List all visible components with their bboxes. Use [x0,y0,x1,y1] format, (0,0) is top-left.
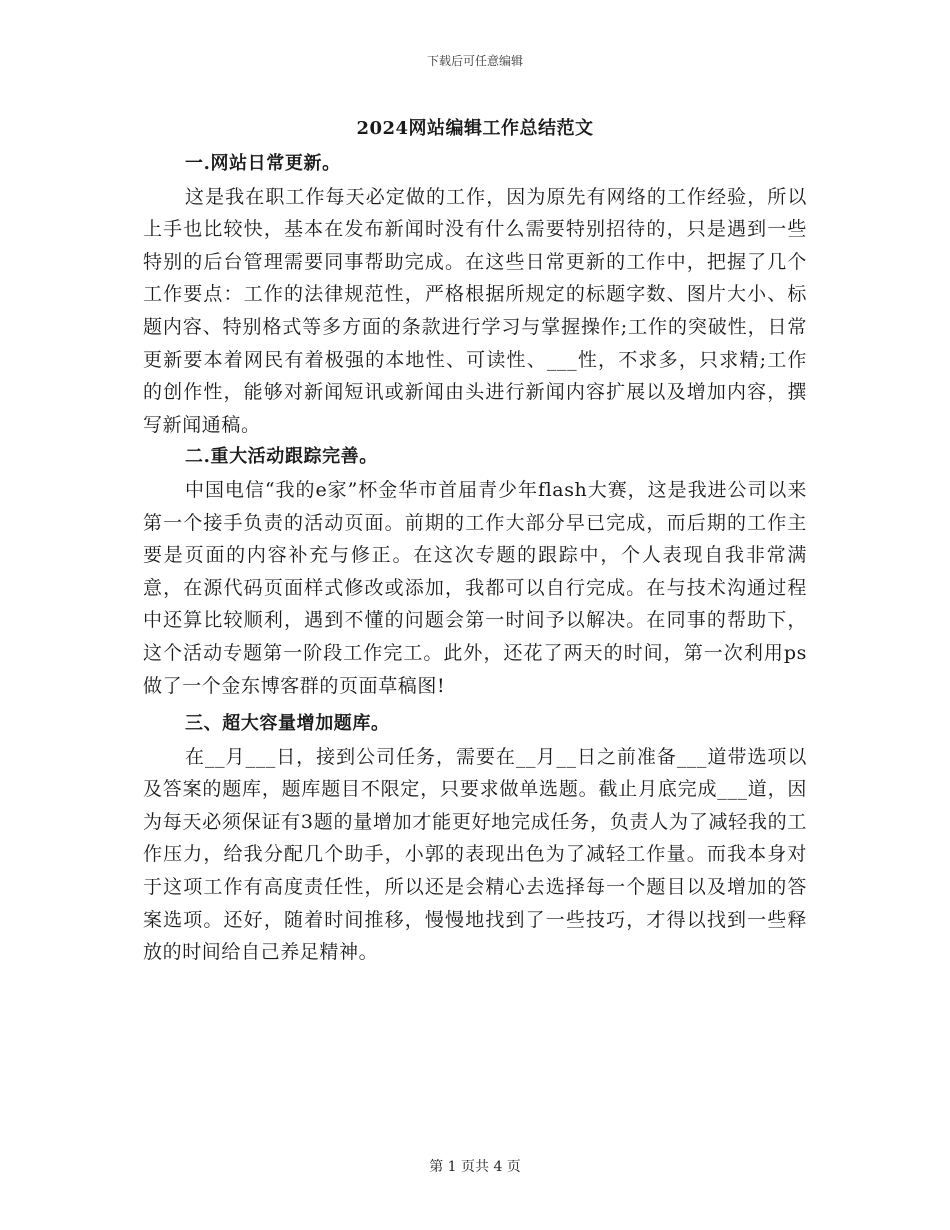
section-paragraph-3: 在__月___日，接到公司任务，需要在__月__日之前准备___道带选项以及答案的题库，题库题目不限定，只要求做单选题。截止月底完成___道，因为每天必须保证有3题的量增加才能更好地完成任务，负责人为了减轻我的工作压力，给我分配几个助手，小郭的表现出色为了减轻工作量。而我本身对于这项工作有高度责任性，所以还是会精心去选择每一个题目以及增加的答案选项。还好，随着时间推移，慢慢地找到了一些技巧，才得以找到一些释放的时间给自己养足精神。 [143,745,807,964]
section-heading-1: 一.网站日常更新。 [185,153,341,174]
header-note: 下载后可任意编辑 [426,54,523,68]
section-paragraph-1: 这是我在职工作每天必定做的工作，因为原先有网络的工作经验，所以上手也比较快，基本在发布新闻时没有什么需要特别招待的，只是遇到一些特别的后台管理需要同事帮助完成。在这些日常更新的工作中，把握了几个工作要点：工作的法律规范性，严格根据所规定的标题字数、图片大小、标题内容、特别格式等多方面的条款进行学习与掌握操作;工作的突破性，日常更新要本着网民有着极强的本地性、可读性、___性，不求多，只求精;工作的创作性，能够对新闻短讯或新闻由头进行新闻内容扩展以及增加内容，撰写新闻通稿。 [143,185,807,436]
section-heading-3: 三、超大容量增加题库。 [185,713,390,735]
page-title: 2024网站编辑工作总结范文 [356,118,594,139]
section-heading-2: 二.重大活动跟踪完善。 [185,446,378,468]
section-paragraph-2: 中国电信“我的e家”杯金华市首届青少年flash大赛，这是我进公司以来第一个接手负责的活动页面。前期的工作大部分早已完成，而后期的工作主要是页面的内容补充与修正。在这次专题的跟踪中，个人表现自我非常满意，在源代码页面样式修改或添加，我都可以自行完成。在与技术沟通过程中还算比较顺利，遇到不懂的问题会第一时间予以解决。在同事的帮助下，这个活动专题第一阶段工作完工。此外，还花了两天的时间，第一次利用ps做了一个金东博客群的页面草稿图! [143,478,807,697]
page-number: 第 1 页共 4 页 [429,1159,521,1175]
document-body [143,148,807,969]
